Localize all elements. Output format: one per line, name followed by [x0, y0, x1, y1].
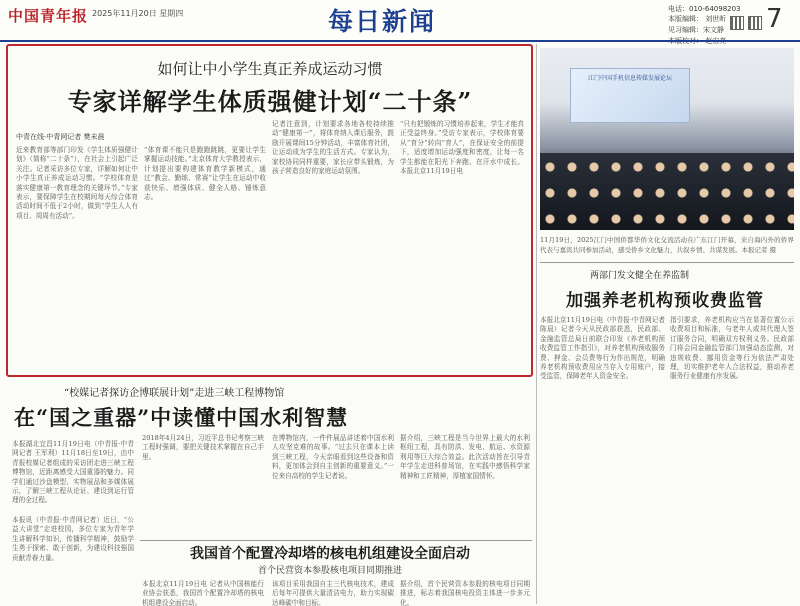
stage-screen-text: 江门中国手机信息传媒发展论坛 — [587, 75, 672, 82]
news-photo — [540, 48, 794, 230]
eldercare-kicker: 两部门发文健全在养监制 — [590, 271, 690, 281]
eldercare-headline: 加强养老机构预收费监管 — [566, 291, 764, 311]
editor-line: 见习编辑：宋文静 — [668, 26, 724, 34]
divider — [140, 540, 532, 541]
museum-headline: 在“国之重器”中读懂中国水利智慧 — [14, 405, 349, 430]
audience-crowd — [540, 153, 794, 230]
lead-byline: 中青在线·中青网记者 樊未晨 — [16, 133, 105, 141]
nuclear-headline: 我国首个配置冷却塔的核电机组建设全面启动 — [190, 546, 470, 562]
phone-number: 电话：010-64098203 — [668, 5, 741, 13]
section-title: 每日新闻 — [328, 7, 437, 36]
museum-body-column: 本报湖北宜昌11月19日电（中青报·中青网记者 王军利）11月18日至19日，由中青报校媒记者组成的采访团走进三峡工程博物馆，近距离感受大国重器的魅力。同学们通过沙盘模型、实物展品和多媒体展示，了解三峡工程从论证、建设到运行管理的全过程。 — [12, 440, 134, 505]
lead-headline: 专家详解学生体质强健计划“二十条” — [67, 87, 473, 116]
sidebar-brief: 本报讯（中青报·中青网记者）近日，“公益大讲堂”走进校园，多位专家为青年学生讲解科学知识，传播科学精神，鼓励学生勇于探索、敢于创新，为建设科技强国贡献青春力量。 — [12, 516, 134, 562]
masthead-rule — [0, 40, 800, 42]
lead-body-column: “只有把锻炼的习惯培养起来，学生才能真正受益终身。”受访专家表示，学校体育要从“育分”转向“育人”，在保证安全的前提下，适度增加运动强度和密度，让每一名学生都能在阳光下奔跑、在汗水中成长。本报北京11月19日电 — [400, 120, 524, 176]
museum-body-column: 2018年4月24日，习近平总书记考察三峡工程时强调，要把关键技术掌握在自己手里。 — [142, 434, 264, 461]
nuclear-subheadline: 首个民营资本参股核电项目同期推进 — [257, 566, 402, 576]
qr-code-icon — [748, 16, 762, 30]
qr-code-icon — [730, 16, 744, 30]
museum-kicker: “校媒记者探访企博联展计划”走进三峡工程博物馆 — [64, 388, 285, 399]
lead-body-column: “体育课不能只是跑跑跳跳，更要让学生掌握运动技能。”北京体育大学教授表示，计划提出要构建体育教学新模式，通过“教会、勤练、常赛”让学生在运动中收获快乐、增强体质、健全人格、锤炼意志。 — [144, 146, 266, 202]
eldercare-body-column: 指引要求，养老机构应当在显著位置公示收费项目和标准，与老年人或其代理人签订服务合同，明确双方权利义务。民政部门将会同金融监管部门加强动态监测，对违规收费、挪用资金等行为依法严肃处理，切实维护老年人合法权益，推动养老服务行业健康有序发展。 — [670, 316, 794, 381]
newspaper-logo: 中国青年报 — [8, 7, 89, 25]
photo-caption: 11月19日，2025江门中国侨都华侨文化交流活动在广东江门开幕，来自海内外的侨界代表与嘉宾共同参加活动，感受侨乡文化魅力，共叙乡情、共谋发展。本报记者 摄 — [540, 236, 794, 254]
eldercare-body-column: 本报北京11月19日电（中青报·中青网记者 陈晨）记者今天从民政部获悉，民政部、金融监管总局日前联合印发《养老机构预收费监管工作指引》，对养老机构预收服务费、押金、会员费等行为作出规范，明确养老机构预收费用应当存入专用账户，接受监管，保障老年人资金安全。 — [540, 316, 665, 381]
page-number: 7 — [766, 4, 783, 34]
nuclear-body-column: 该项目采用我国自主三代核电技术，建成后每年可提供大量清洁电力，助力实现碳达峰碳中和目标。 — [272, 580, 394, 606]
editor-line: 本版编辑： 刘世昕 — [668, 15, 727, 23]
issue-date: 2025年11月20日 星期四 — [92, 9, 184, 18]
editors-block — [668, 14, 726, 47]
lead-kicker: 如何让中小学生真正养成运动习惯 — [157, 60, 383, 78]
museum-body-column: 在博物馆内，一件件展品讲述着中国水利人攻坚克难的故事。“过去只在课本上读到三峡工程，今天亲眼看到这些设备和资料，更加体会到自主创新的重要意义。”一位来自高校的学生记者说。 — [272, 434, 394, 480]
lead-body-column: 记者注意到，计划要求各地各校持续推动“健康第一”，将体育纳入课后服务，鼓励开展课间15分钟活动，丰富体育社团，让运动成为学生的生活方式。专家认为，家校协同同样重要，家长应带头锻炼，为孩子营造良好的家庭运动氛围。 — [272, 120, 394, 176]
column-divider — [536, 44, 537, 604]
nuclear-body-column: 本报北京11月19日电 记者从中国核能行业协会获悉，我国首个配置冷却塔的核电机组建设全面启动。 — [142, 580, 264, 606]
divider — [540, 262, 794, 263]
nuclear-body-column: 据介绍，首个民营资本参股的核电项目同期推进，标志着我国核电投资主体进一步多元化。 — [400, 580, 530, 606]
museum-body-column: 据介绍，三峡工程是当今世界上最大的水利枢纽工程，具有防洪、发电、航运、水资源利用等巨大综合效益。此次活动旨在引导青年学生走进科普场馆，在实践中感悟科学家精神和工匠精神，厚植家国情怀。 — [400, 434, 530, 480]
lead-body-column: 近来教育部等部门印发《学生体质强健计划》（简称“二十条”），在社会上引起广泛关注。记者采访多位专家，详解如何让中小学生真正养成运动习惯。“学校体育是落实健康第一教育理念的关键环节。”专家表示，要保障学生在校期间每天综合体育活动时间不低于2小时，做到“学生人人有项目、周周有活动”。 — [16, 146, 138, 220]
stage-screen — [570, 68, 690, 123]
